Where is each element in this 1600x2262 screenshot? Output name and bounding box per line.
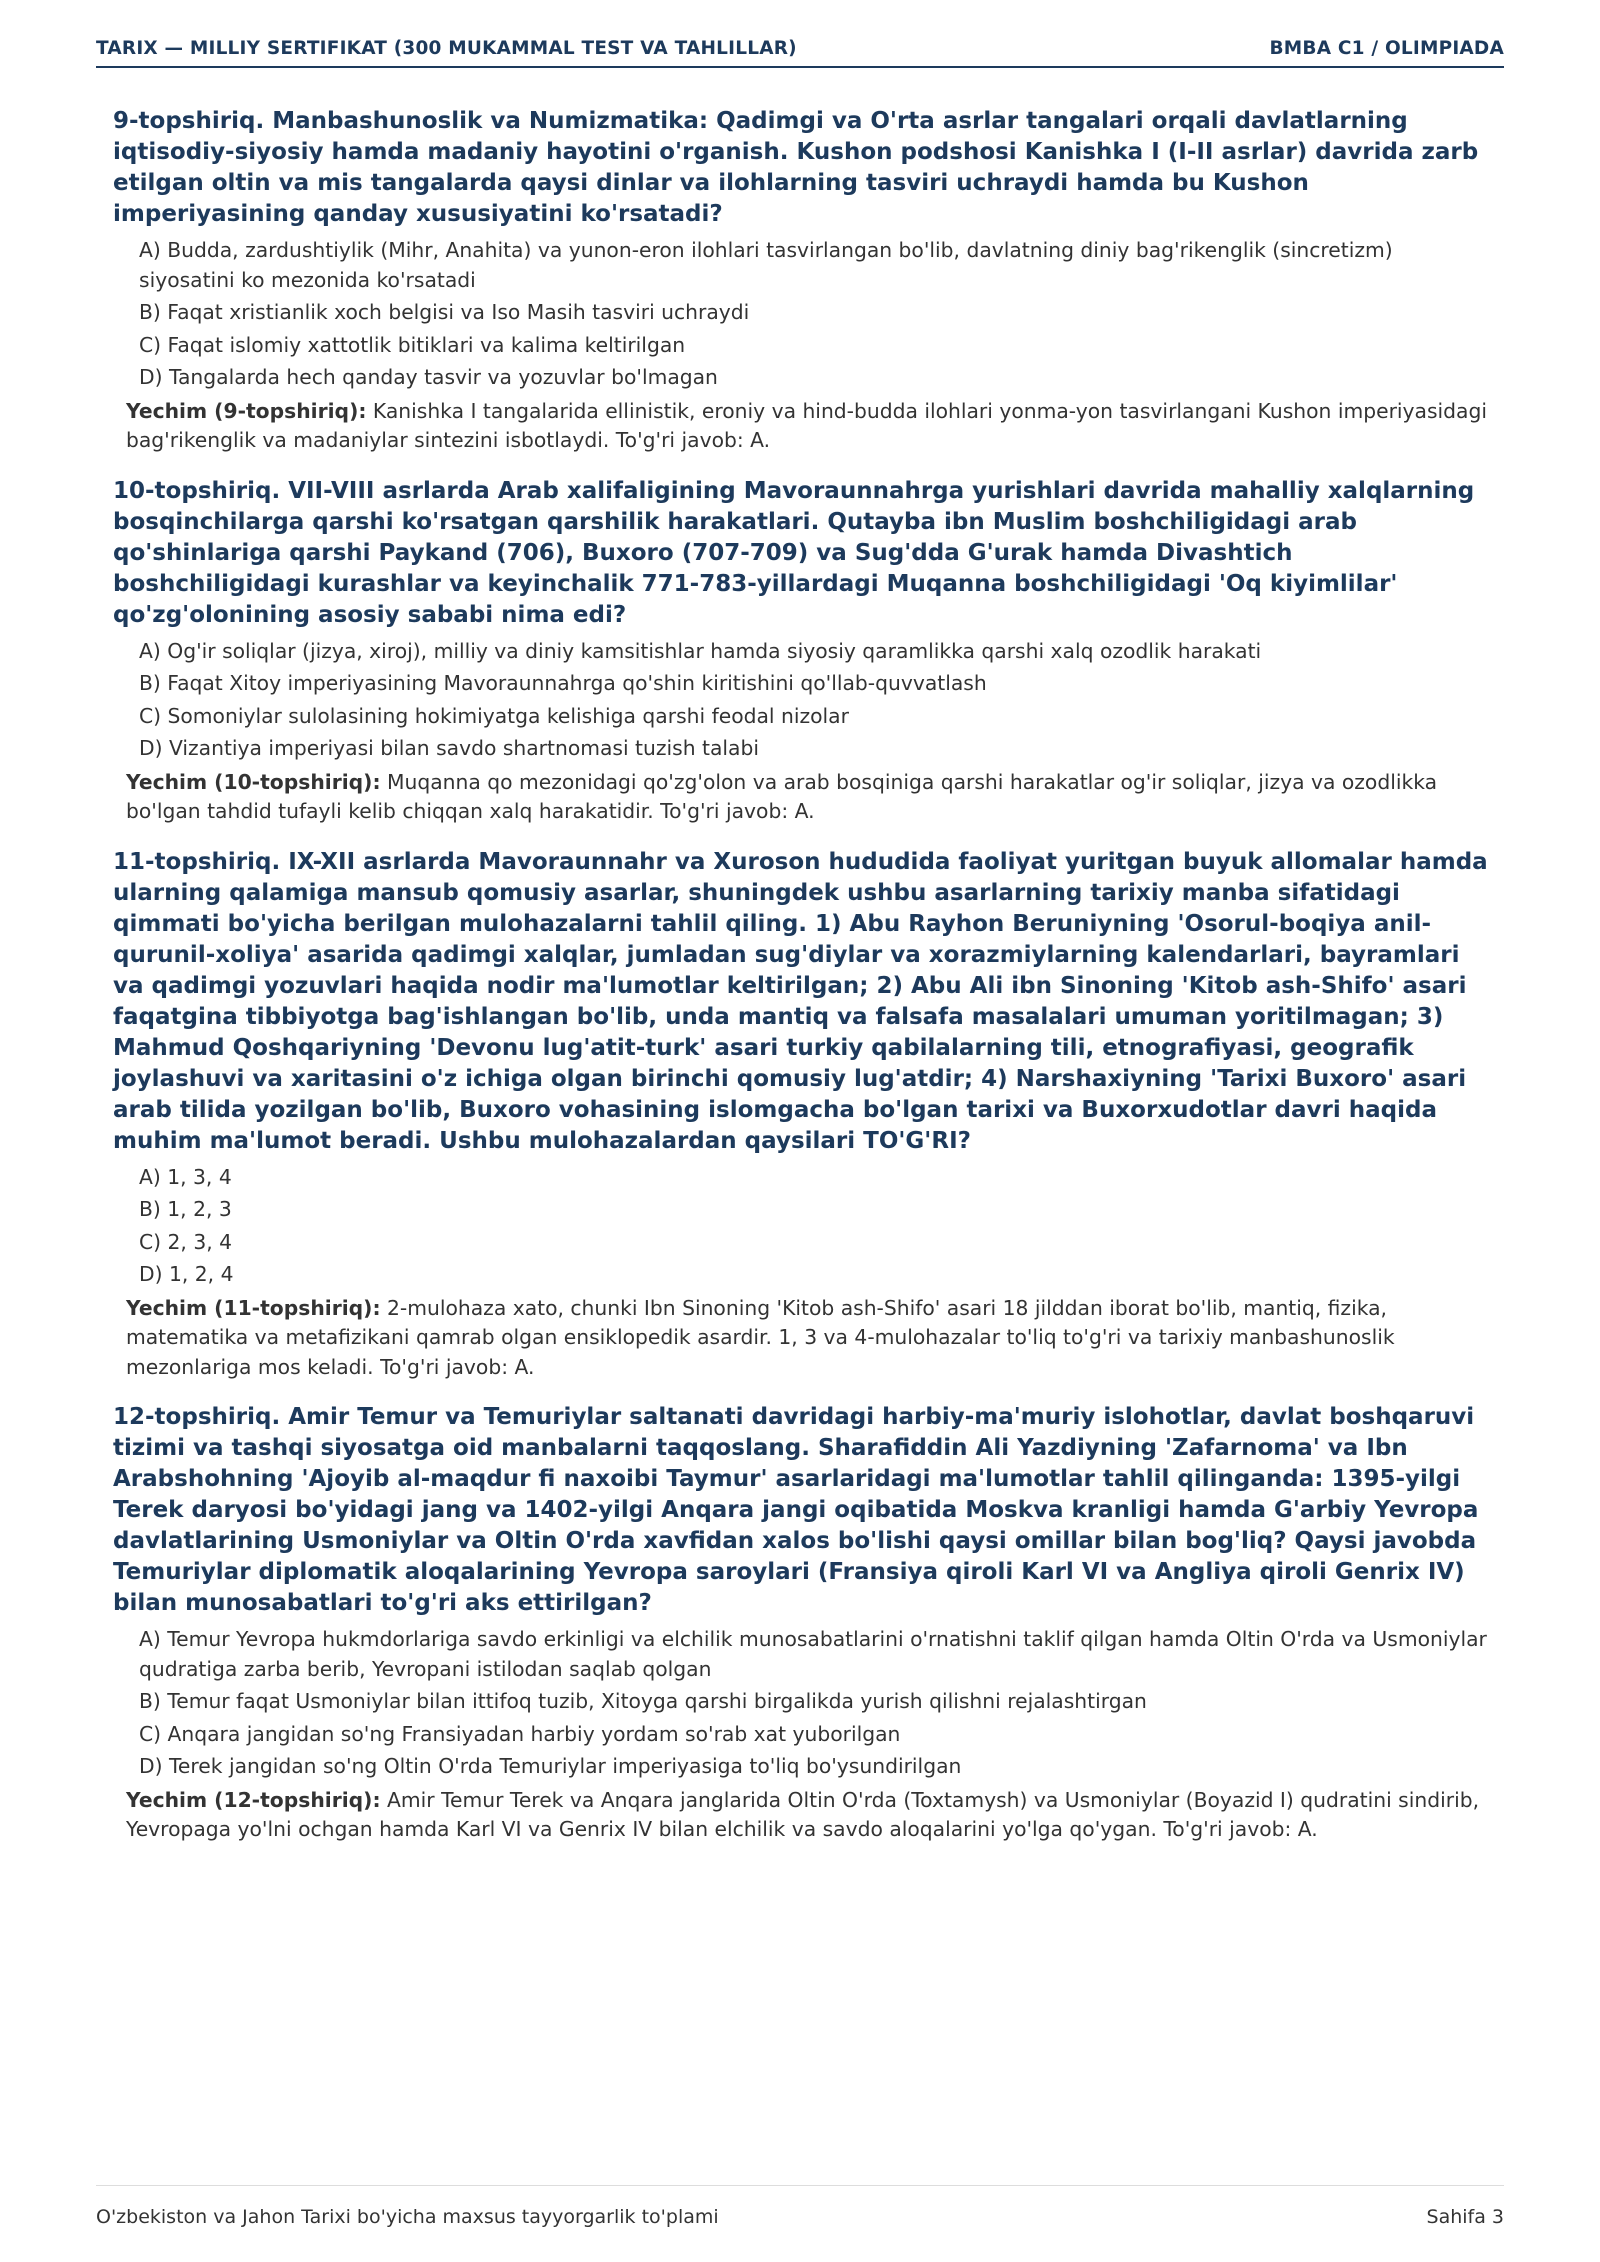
option-d: D) Vizantiya imperiyasi bilan savdo shartnomasi tuzish talabi	[139, 736, 759, 760]
task-9	[113, 106, 1490, 456]
solution-label: Yechim (9-topshiriq):	[126, 398, 367, 423]
page-number: Sahifa 3	[1426, 2206, 1504, 2228]
option-a: A) Temur Yevropa hukmdorlariga savdo erkinligi va elchilik munosabatlarini o'rnatishni taklif qilgan hamda Oltin O'rda va Usmoniylar qudratiga zarba berib, Yevropani istilodan saqlab qolgan	[139, 1627, 1487, 1681]
option-c: C) Somoniylar sulolasining hokimiyatga kelishiga qarshi feodal nizolar	[139, 703, 849, 728]
option-b: B) Temur faqat Usmoniylar bilan ittifoq tuzib, Xitoyga qarshi birgalikda yurish qilishni rejalashtirgan	[139, 1689, 1147, 1713]
option-a: A) Og'ir soliqlar (jizya, xiroj), milliy va diniy kamsitishlar hamda siyosiy qaramlikka qarshi xalq ozodlik harakati	[139, 638, 1262, 663]
solution-label: Yechim (12-topshiriq):	[126, 1787, 381, 1812]
question-text: 9-topshiriq. Manbashunoslik va Numizmatika: Qadimgi va O'rta asrlar tangalari orqali davlatlarning iqtisodiy-siyosiy hamda madaniy hayotini o'rganish. Kushon podshosi Kanishka I (I-II asrlar) davrida zarb etilgan oltin va mis tangalarda qaysi dinlar va ilohlarning tasviri uchraydi hamda bu Kushon imperiyasining qanday xususiyatini ko'rsatadi?	[113, 108, 1479, 227]
page-footer	[96, 2185, 1504, 2228]
option-a: A) 1, 3, 4	[139, 1164, 232, 1189]
task-11	[113, 847, 1490, 1383]
solution	[126, 1786, 1490, 1845]
options-list	[113, 1163, 1490, 1290]
header-title: TARIX — MILLIY SERTIFIKAT (300 MUKAMMAL TEST VA TAHLILLAR)	[96, 37, 797, 59]
option-d: D) 1, 2, 4	[139, 1262, 234, 1286]
option-d: D) Tangalarda hech qanday tasvir va yozuvlar bo'lmagan	[139, 365, 718, 389]
task-12	[113, 1402, 1490, 1845]
page-header	[96, 30, 1504, 68]
options-list	[113, 1625, 1490, 1782]
option-b: B) 1, 2, 3	[139, 1197, 232, 1221]
solution-text: Muqanna qo mezonidagi qo'zg'olon va arab bosqiniga qarshi harakatlar og'ir soliqlar, jizya va ozodlikka bo'lgan tahdid tufayli kelib chiqqan xalq harakatidir. To'g'ri javob: A.	[126, 769, 1438, 823]
solution	[126, 768, 1490, 827]
question-text: 11-topshiriq. IX-XII asrlarda Mavoraunnahr va Xuroson hududida faoliyat yuritgan buyuk allomalar hamda ularning qalamiga mansub qomusiy asarlar, shuningdek ushbu asarlarning tarixiy manba sifatidagi qimmati bo'yicha berilgan mulohazalarni tahlil qiling. 1) Abu Rayhon Beruniyning 'Osorul-boqiya anil-qurunil-xoliya' asarida qadimgi xalqlar, jumladan sug'diylar va xorazmiylarning kalendarlari, bayramlari va qadimgi yozuvlari haqida nodir ma'lumotlar keltirilgan; 2) Abu Ali ibn Sinoning 'Kitob ash-Shifo' asari faqatgina tibbiyotga bag'ishlangan bo'lib, unda mantiq va falsafa masalalari umuman yoritilmagan; 3) Mahmud Qoshqariyning 'Devonu lug'atit-turk' asari turkiy qabilalarning tili, etnografiyasi, geografik joylashuvi va xaritasini o'z ichiga olgan birinchi qomusiy lug'atdir; 4) Narshaxiyning 'Tarixi Buxoro' asari arab tilida yozilgan bo'lib, Buxoro vohasining islomgacha bo'lgan tarixi va Buxorxudotlar davri haqida muhim ma'lumot beradi. Ushbu mulohazalardan qaysilari TO'G'RI?	[113, 848, 1488, 1154]
task-10	[113, 476, 1490, 827]
solution-text: 2-mulohaza xato, chunki Ibn Sinoning 'Kitob ash-Shifo' asari 18 jilddan iborat bo'lib, mantiq, fizika, matematika va metafizikani qamrab olgan ensiklopedik asardir. 1, 3 va 4-mulohazalar to'liq to'g'ri va tarixiy manbashunoslik mezonlariga mos keladi. To'g'ri javob: A.	[126, 1295, 1395, 1379]
option-c: C) 2, 3, 4	[139, 1229, 233, 1254]
solution	[126, 1294, 1490, 1383]
option-c: C) Faqat islomiy xattotlik bitiklari va kalima keltirilgan	[139, 332, 686, 357]
option-d: D) Terek jangidan so'ng Oltin O'rda Temuriylar imperiyasiga to'liq bo'ysundirilgan	[139, 1754, 962, 1778]
option-b: B) Faqat xristianlik xoch belgisi va Iso Masih tasviri uchraydi	[139, 300, 750, 324]
solution-text: Kanishka I tangalarida ellinistik, eroniy va hind-budda ilohlari yonma-yon tasvirlangani Kushon imperiyasidagi bag'rikenglik va madaniylar sintezini isbotlaydi. To'g'ri javob: A.	[126, 398, 1487, 452]
question-text: 10-topshiriq. VII-VIII asrlarda Arab xalifaligining Mavoraunnahrga yurishlari davrida mahalliy xalqlarning bosqinchilarga qarshi ko'rsatgan qarshilik harakatlari. Qutayba ibn Muslim boshchiligidagi arab qo'shinlariga qarshi Paykand (706), Buxoro (707-709) va Sug'dda G'urak hamda Divashtich boshchiligidagi kurashlar va keyinchalik 771-783-yillardagi Muqanna boshchiligidagi 'Oq kiyimlilar' qo'zg'olonining asosiy sababi nima edi?	[113, 477, 1475, 628]
option-c: C) Anqara jangidan so'ng Fransiyadan harbiy yordam so'rab xat yuborilgan	[139, 1721, 901, 1746]
option-b: B) Faqat Xitoy imperiyasining Mavoraunnahrga qo'shin kiritishini qo'llab-quvvatlash	[139, 671, 987, 695]
question-text: 12-topshiriq. Amir Temur va Temuriylar saltanati davridagi harbiy-ma'muriy islohotlar, davlat boshqaruvi tizimi va tashqi siyosatga oid manbalarni taqqoslang. Sharafiddin Ali Yazdiyning 'Zafarnoma' va Ibn Arabshohning 'Ajoyib al-maqdur fi naxoibi Taymur' asarlaridagi ma'lumotlar tahlil qilinganda: 1395-yilgi Terek daryosi bo'yidagi jang va 1402-yilgi Anqara jangi oqibatida Moskva kranligi hamda G'arbiy Yevropa davlatlarining Usmoniylar va Oltin O'rda xavfidan xalos bo'lishi qaysi omillar bilan bog'liq? Qaysi javobda Temuriylar diplomatik aloqalarining Yevropa saroylari (Fransiya qiroli Karl VI va Angliya qiroli Genrix IV) bilan munosabatlari to'g'ri aks ettirilgan?	[113, 1404, 1479, 1616]
footer-title: O'zbekiston va Jahon Tarixi bo'yicha maxsus tayyorgarlik to'plami	[96, 2206, 719, 2228]
header-label: BMBA C1 / OLIMPIADA	[1269, 37, 1504, 59]
page-content	[113, 106, 1490, 1865]
solution-label: Yechim (10-topshiriq):	[126, 769, 381, 794]
options-list	[113, 236, 1490, 393]
option-a: A) Budda, zardushtiylik (Mihr, Anahita) va yunon-eron ilohlari tasvirlangan bo'lib, davlatning diniy bag'rikenglik (sincretizm) siyosatini ko mezonida ko'rsatadi	[139, 238, 1393, 292]
options-list	[113, 637, 1490, 764]
solution-label: Yechim (11-topshiriq):	[126, 1295, 381, 1320]
solution-text: Amir Temur Terek va Anqara janglarida Oltin O'rda (Toxtamysh) va Usmoniylar (Boyazid I) qudratini sindirib, Yevropaga yo'lni ochgan hamda Karl VI va Genrix IV bilan elchilik va savdo aloqalarini yo'lga qo'ygan. To'g'ri javob: A.	[126, 1787, 1480, 1841]
solution	[126, 397, 1490, 456]
